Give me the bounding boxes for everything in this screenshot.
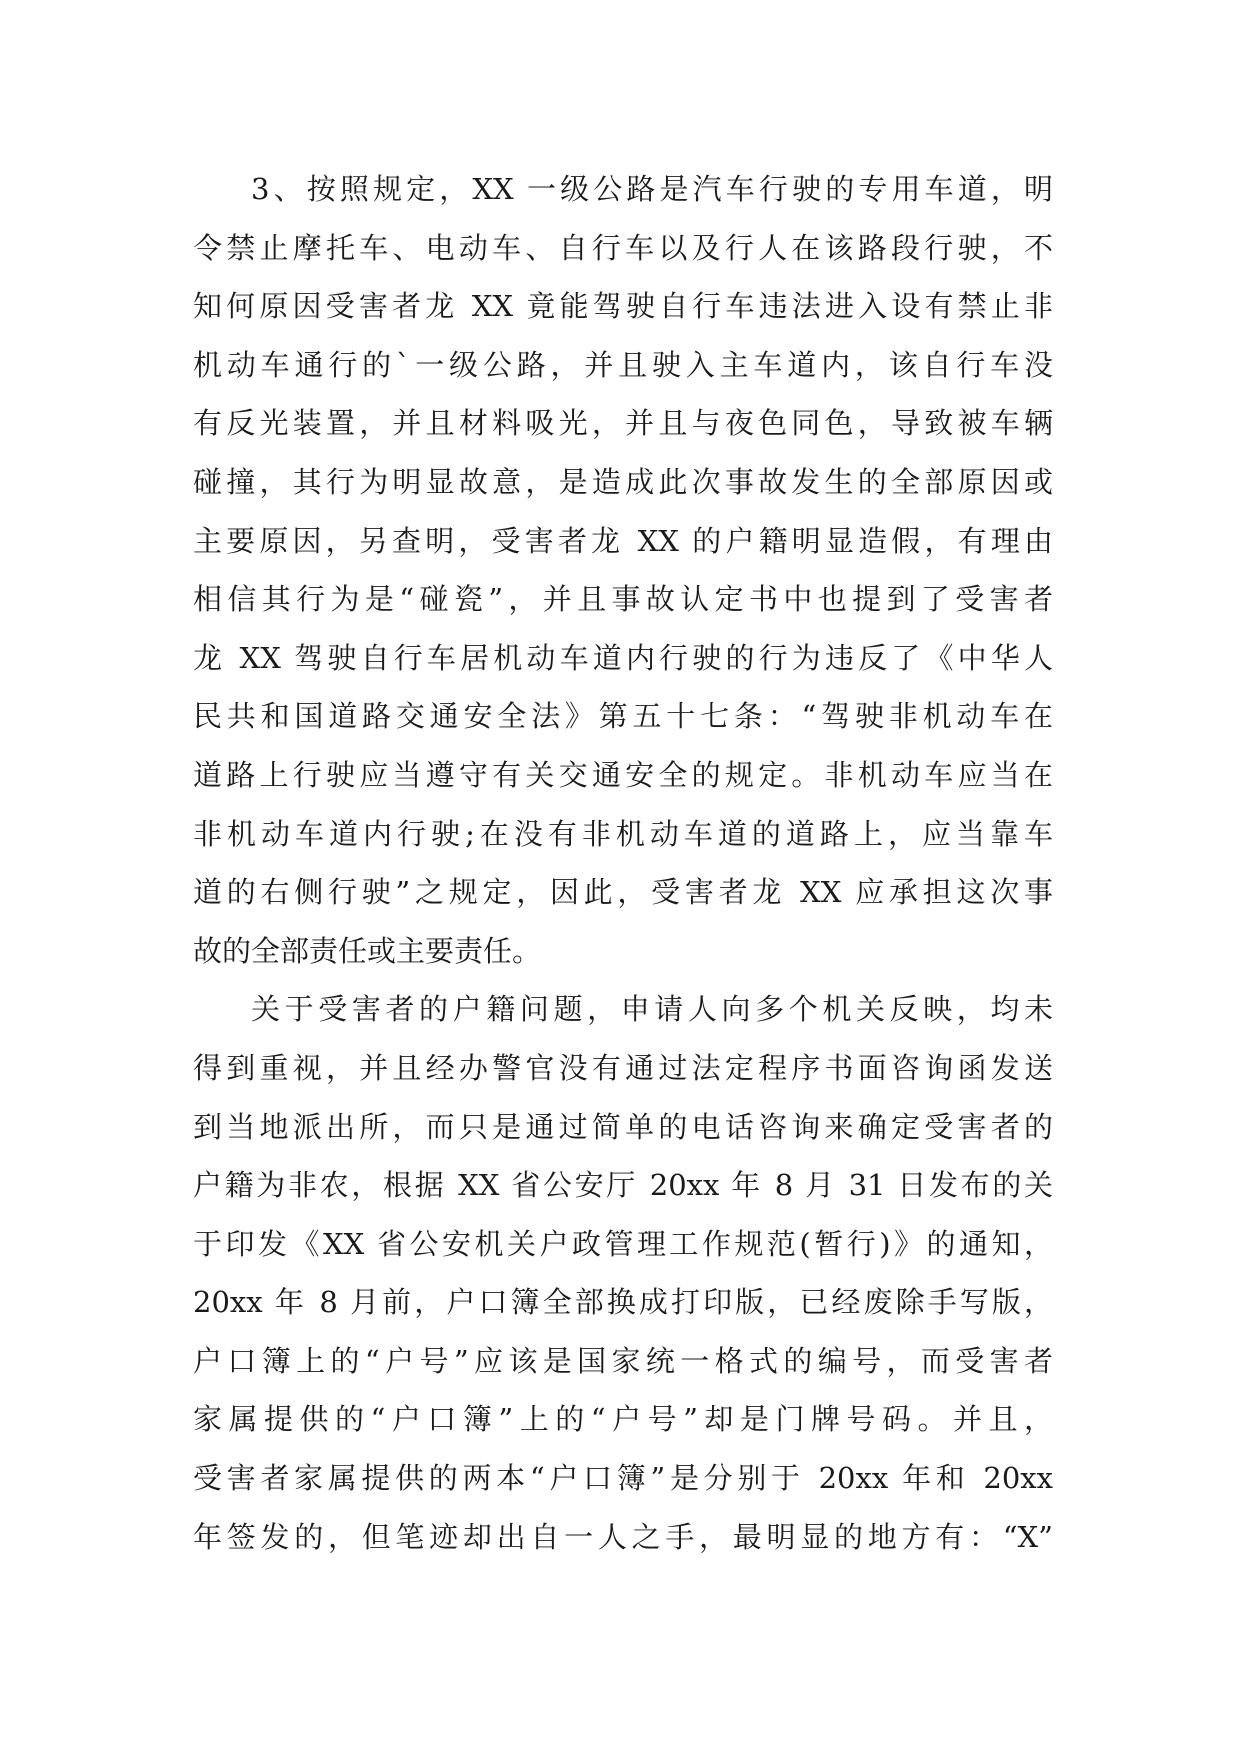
text-line: 受害者家属提供的两本“户口簿”是分别于 20xx 年和 20xx <box>193 1461 1053 1496</box>
document-body <box>193 160 1053 1566</box>
text-line: 20xx 年 8 月前，户口簿全部换成打印版，已经废除手写版， <box>193 1285 1053 1320</box>
text-line: 有反光装置，并且材料吸光，并且与夜色同色，导致被车辆 <box>193 406 1053 441</box>
text-line: 民共和国道路交通安全法》第五十七条：“驾驶非机动车在 <box>193 699 1053 734</box>
text-line: 于印发《XX 省公安机关户政管理工作规范(暂行)》的通知， <box>193 1226 1053 1261</box>
text-line: 年签发的，但笔迹却出自一人之手，最明显的地方有：“X” <box>193 1519 1053 1554</box>
text-line: 到当地派出所，而只是通过简单的电话咨询来确定受害者的 <box>193 1109 1053 1144</box>
text-line: 非机动车道内行驶;在没有非机动车道的道路上，应当靠车 <box>193 816 1053 851</box>
text-line: 龙 XX 驾驶自行车居机动车道内行驶的行为违反了《中华人 <box>193 640 1053 675</box>
text-line: 家属提供的“户口簿”上的“户号”却是门牌号码。并且， <box>193 1402 1053 1437</box>
text-line: 相信其行为是“碰瓷”，并且事故认定书中也提到了受害者 <box>193 582 1053 617</box>
text-line: 得到重视，并且经办警官没有通过法定程序书面咨询函发送 <box>193 1050 1053 1085</box>
text-line: 机动车通行的`一级公路，并且驶入主车道内，该自行车没 <box>193 347 1053 382</box>
paragraph-2 <box>193 980 1053 1566</box>
text-line: 故的全部责任或主要责任。 <box>193 933 542 968</box>
text-line: 知何原因受害者龙 XX 竟能驾驶自行车违法进入设有禁止非 <box>193 289 1053 324</box>
text-line: 碰撞，其行为明显故意，是造成此次事故发生的全部原因或 <box>193 464 1053 499</box>
text-line: 主要原因，另查明，受害者龙 XX 的户籍明显造假，有理由 <box>193 523 1053 558</box>
paragraph-1 <box>193 160 1053 980</box>
text-line: 令禁止摩托车、电动车、自行车以及行人在该路段行驶，不 <box>193 230 1053 265</box>
text-line: 户口簿上的“户号”应该是国家统一格式的编号，而受害者 <box>193 1343 1053 1378</box>
text-line: 关于受害者的户籍问题，申请人向多个机关反映，均未 <box>251 992 1053 1027</box>
text-line: 3、按照规定，XX 一级公路是汽车行驶的专用车道，明 <box>251 172 1053 206</box>
text-line: 户籍为非农，根据 XX 省公安厅 20xx 年 8 月 31 日发布的关 <box>193 1168 1053 1203</box>
text-line: 道的右侧行驶”之规定，因此，受害者龙 XX 应承担这次事 <box>193 875 1053 910</box>
text-line: 道路上行驶应当遵守有关交通安全的规定。非机动车应当在 <box>193 757 1053 792</box>
